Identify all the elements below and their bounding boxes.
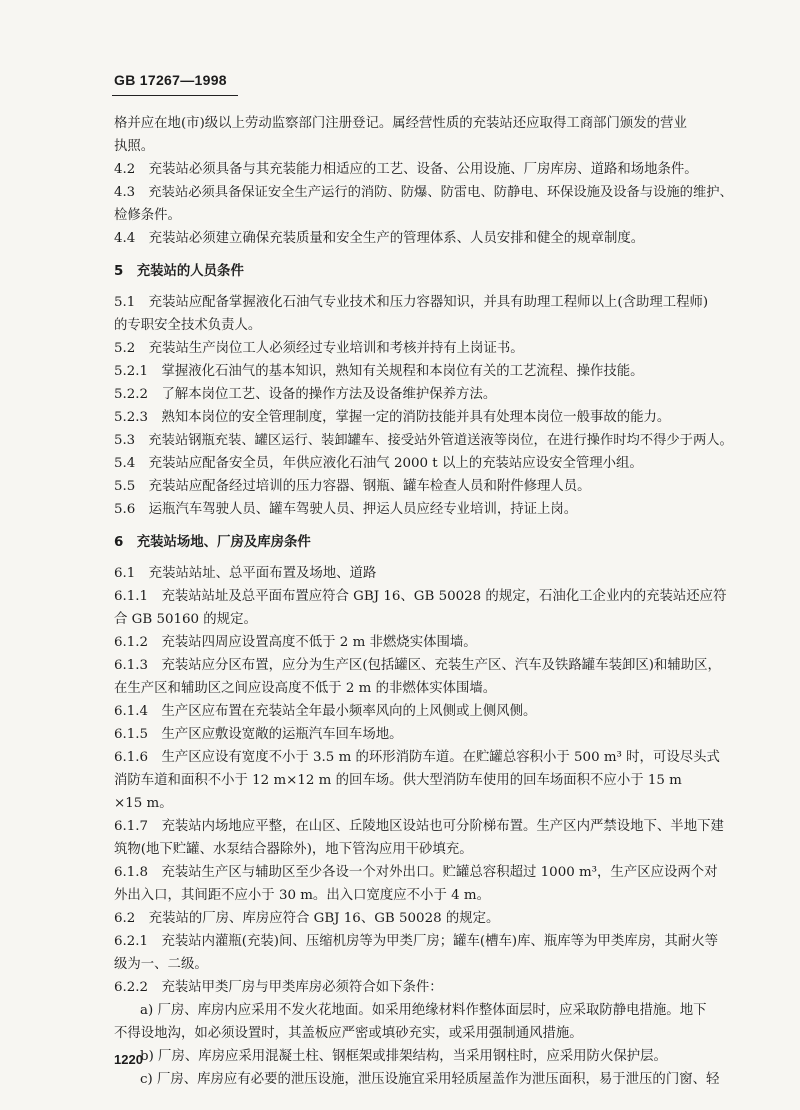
text-line: 6.1.7 充装站内场地应平整，在山区、丘陵地区设站也可分阶梯布置。生产区内严禁设地下、半地下建	[114, 819, 724, 834]
text-line: a) 厂房、库房内应采用不发火花地面。如采用绝缘材料作整体面层时，应采取防静电措施。地下	[140, 1003, 707, 1018]
text-line: 4.4 充装站必须建立确保充装质量和安全生产的管理体系、人员安排和健全的规章制度。	[114, 231, 645, 246]
text-line: 6.1.1 充装站站址及总平面布置应符合 GBJ 16、GB 50028 的规定，石油化工企业内的充装站还应符	[114, 589, 727, 604]
text-line: 5.2.1 掌握液化石油气的基本知识，熟知有关规程和本岗位有关的工艺流程、操作技能。	[114, 364, 644, 379]
text-line: 6.1.4 生产区应布置在充装站全年最小频率风向的上风侧或上侧风侧。	[114, 704, 537, 719]
text-line: 6.2 充装站的厂房、库房应符合 GBJ 16、GB 50028 的规定。	[114, 911, 500, 926]
section-heading: 5 充装站的人员条件	[114, 264, 244, 279]
text-line: 6.1 充装站站址、总平面布置及场地、道路	[114, 566, 377, 581]
text-line: 执照。	[114, 139, 155, 154]
text-line: c) 厂房、库房应有必要的泄压设施，泄压设施宜采用轻质屋盖作为泄压面积，易于泄压的门窗、轻	[140, 1072, 720, 1087]
text-line: 6.1.3 充装站应分区布置，应分为生产区(包括罐区、充装生产区、汽车及铁路罐车装卸区)和辅助区，	[114, 658, 721, 673]
text-line: 6.1.8 充装站生产区与辅助区至少各设一个对外出口。贮罐总容积超过 1000 m³，生产区应设两个对	[114, 865, 718, 880]
text-line: 不得设地沟，如必须设置时，其盖板应严密或填砂充实，或采用强制通风措施。	[114, 1026, 583, 1041]
text-line: 格并应在地(市)级以上劳动监察部门注册登记。属经营性质的充装站还应取得工商部门颁发的营业	[114, 116, 687, 131]
text-line: 合 GB 50160 的规定。	[114, 612, 257, 627]
text-line: 5.5 充装站应配备经过培训的压力容器、钢瓶、罐车检查人员和附件修理人员。	[114, 479, 591, 494]
text-line: 在生产区和辅助区之间应设高度不低于 2 m 的非燃体实体围墙。	[114, 681, 497, 696]
text-line: 5.1 充装站应配备掌握液化石油气专业技术和压力容器知识，并具有助理工程师以上(含助理工程师)	[114, 295, 709, 310]
text-line: 6.1.2 充装站四周应设置高度不低于 2 m 非燃烧实体围墙。	[114, 635, 477, 650]
text-line: 6.2.1 充装站内灌瓶(充装)间、压缩机房等为甲类厂房；罐车(槽车)库、瓶库等为甲类库房，其耐火等	[114, 934, 718, 949]
text-line: 6.1.6 生产区应设有宽度不小于 3.5 m 的环形消防车道。在贮罐总容积小于 500 m³ 时，可设尽头式	[114, 750, 720, 765]
text-line: 5.2.2 了解本岗位工艺、设备的操作方法及设备维护保养方法。	[114, 387, 497, 402]
header-rule	[112, 95, 238, 96]
text-line: 筑物(地下贮罐、水泵结合器除外)，地下管沟应用干砂填充。	[114, 842, 473, 857]
text-line: 4.2 充装站必须具备与其充装能力相适应的工艺、设备、公用设施、厂房库房、道路和场地条件。	[114, 162, 698, 177]
text-line: 5.6 运瓶汽车驾驶人员、罐车驾驶人员、押运人员应经专业培训，持证上岗。	[114, 502, 578, 517]
text-line: b) 厂房、库房应采用混凝土柱、钢框架或排架结构，当采用钢柱时，应采用防火保护层。	[140, 1049, 667, 1064]
text-line: 6.2.2 充装站甲类厂房与甲类库房必须符合如下条件：	[114, 980, 443, 995]
document-body	[114, 112, 736, 1091]
text-line: 消防车道和面积不小于 12 m×12 m 的回车场。供大型消防车使用的回车场面积不应小于 15 m	[114, 773, 682, 788]
text-line: 级为一、二级。	[114, 957, 208, 972]
standard-code-header: GB 17267—1998	[114, 72, 227, 88]
section-heading: 6 充装站场地、厂房及库房条件	[114, 535, 311, 550]
text-line: 的专职安全技术负责人。	[114, 318, 262, 333]
text-line: 6.1.5 生产区应敷设宽敞的运瓶汽车回车场地。	[114, 727, 403, 742]
text-line: ×15 m。	[114, 796, 173, 811]
text-line: 5.2.3 熟知本岗位的安全管理制度，掌握一定的消防技能并具有处理本岗位一般事故的能力。	[114, 410, 671, 425]
text-line: 5.4 充装站应配备安全员，年供应液化石油气 2000 t 以上的充装站应设安全管理小组。	[114, 456, 643, 471]
text-line: 5.2 充装站生产岗位工人必须经过专业培训和考核并持有上岗证书。	[114, 341, 524, 356]
text-line: 检修条件。	[114, 208, 181, 223]
text-line: 外出入口，其间距不应小于 30 m。出入口宽度应不小于 4 m。	[114, 888, 490, 903]
page-number: 1220	[114, 1052, 143, 1067]
text-line: 4.3 充装站必须具备保证安全生产运行的消防、防爆、防雷电、防静电、环保设施及设备与设施的维护、	[114, 185, 733, 200]
text-line: 5.3 充装站钢瓶充装、罐区运行、装卸罐车、接受站外管道送液等岗位，在进行操作时均不得少于两人。	[114, 433, 733, 448]
